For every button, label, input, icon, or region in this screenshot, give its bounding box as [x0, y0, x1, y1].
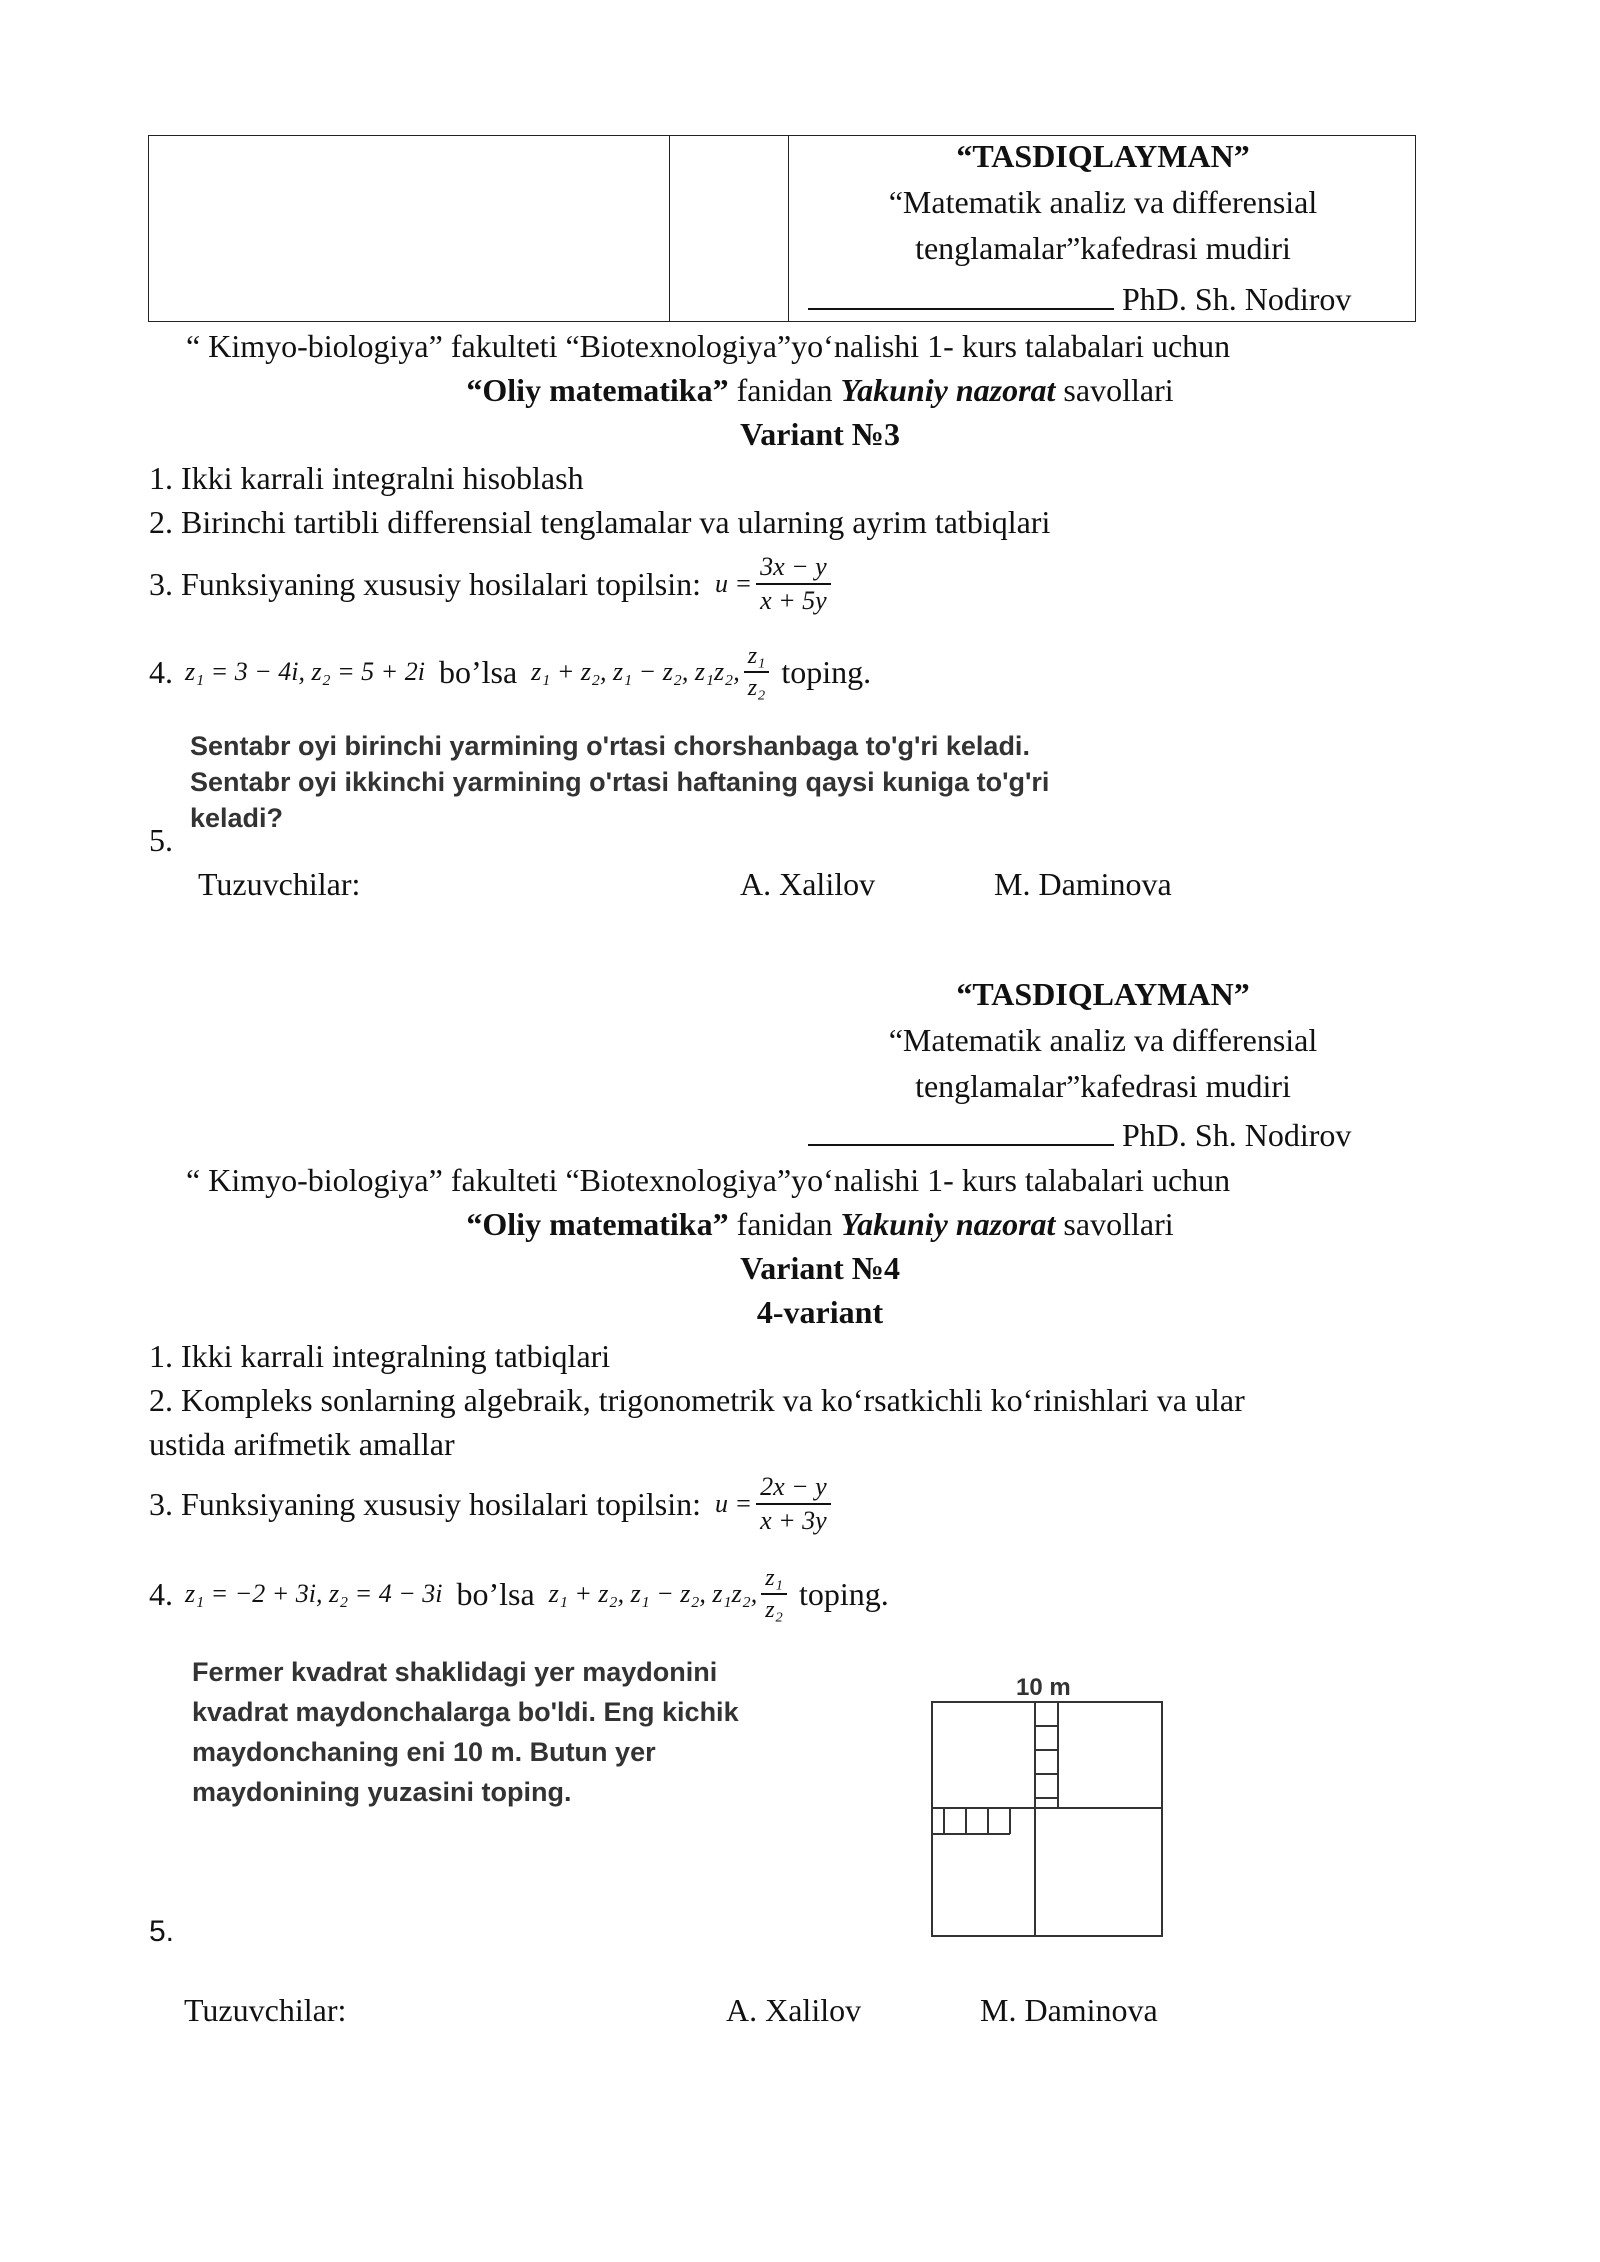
compiler-name: A. Xalilov — [740, 866, 876, 902]
question-2-cont: ustida arifmetik amallar — [149, 1426, 455, 1462]
approval-line: “Matematik analiz va differensial — [888, 1022, 1318, 1058]
compiler-name: A. Xalilov — [726, 1992, 862, 2028]
problem-image-text: maydonining yuzasini toping. — [192, 1777, 572, 1807]
square-field-figure — [930, 1700, 1166, 1940]
question-1: 1. Ikki karrali integralning tatbiqlari — [149, 1338, 611, 1374]
variant-title: Variant №3 — [740, 416, 900, 452]
approval-line: tenglamalar”kafedrasi mudiri — [915, 1068, 1291, 1104]
fraction: $\frac{3x - y}{x + 5y}$ — [756, 551, 831, 617]
faculty-line: “ Kimyo-biologiya” fakulteti “Biotexnologiya”yo‘nalishi 1- kurs talabalari uchun — [186, 1162, 1231, 1198]
problem-image-text: Sentabr oyi ikkinchi yarmining o'rtasi haftaning qaysi kuniga to'g'ri — [190, 767, 1050, 797]
fraction: $\frac{2x - y}{x + 3y}$ — [756, 1471, 831, 1537]
approval-cell-empty-1 — [149, 136, 670, 322]
problem-image-text: keladi? — [190, 803, 284, 833]
question-5-number: 5. — [149, 822, 173, 858]
question-5-number: 5. — [149, 1915, 175, 1948]
subject-line: “Oliy matematika” fanidan Yakuniy nazorat savollari — [466, 1206, 1174, 1242]
problem-image-text: maydonchaning eni 10 m. Butun yer — [192, 1737, 656, 1767]
question-2: 2. Birinchi tartibli differensial tenglamalar va ularning ayrim tatbiqlari — [149, 504, 1051, 540]
variant-subtitle: 4-variant — [756, 1294, 884, 1330]
fraction: $\frac{\text{z₁}}{\text{z₂}}$ — [761, 1563, 787, 1625]
question-3: 3. Funksiyaning xususiy hosilalari topilsin: u = $\frac{2x - y}{x + 3y}$ — [149, 1462, 835, 1546]
question-3: 3. Funksiyaning xususiy hosilalari topilsin: u = $\frac{3x - y}{x + 5y}$ — [149, 542, 835, 626]
compilers-label: Tuzuvchilar: — [198, 866, 361, 902]
compiler-name: M. Daminova — [994, 866, 1172, 902]
approval-title: “TASDIQLAYMAN” — [956, 976, 1250, 1012]
question-2: 2. Kompleks sonlarning algebraik, trigonometrik va ko‘rsatkichli ko‘rinishlari va ular — [149, 1382, 1245, 1418]
subject-line: “Oliy matematika” fanidan Yakuniy nazorat savollari — [466, 372, 1174, 408]
question-1: 1. Ikki karrali integralni hisoblash — [149, 460, 584, 496]
approval-line: “Matematik analiz va differensial — [888, 184, 1318, 220]
approval-signature-line — [808, 278, 1351, 319]
signature-blank — [808, 278, 1114, 310]
variant-title: Variant №4 — [740, 1250, 900, 1286]
compilers-label: Tuzuvchilar: — [184, 1992, 347, 2028]
problem-image-text: Sentabr oyi birinchi yarmining o'rtasi chorshanbaga to'g'ri keladi. — [190, 731, 1030, 761]
approval-signature-line — [808, 1114, 1351, 1155]
approval-signer: PhD. Sh. Nodirov — [1122, 281, 1352, 317]
problem-image-text: Fermer kvadrat shaklidagi yer maydonini — [192, 1657, 718, 1687]
approval-signer: PhD. Sh. Nodirov — [1122, 1117, 1352, 1153]
signature-blank — [808, 1114, 1114, 1146]
question-4: 4. z₁ = 3 − 4i, z₂ = 5 + 2i bo’lsa z₁ + z₂, z₁ − z₂, z₁z₂, $\frac{\text{z₁}}{\text{z₂}}$ toping. — [149, 643, 872, 701]
compiler-name: M. Daminova — [980, 1992, 1158, 2028]
fraction: $\frac{\text{z₁}}{\text{z₂}}$ — [744, 641, 770, 703]
figure-label: 10 m — [1016, 1674, 1071, 1701]
question-4: 4. z₁ = −2 + 3i, z₂ = 4 − 3i bo’lsa z₁ + z₂, z₁ − z₂, z₁z₂, $\frac{\text{z₁}}{\text{z₂}}$ toping. — [149, 1565, 889, 1623]
approval-title: “TASDIQLAYMAN” — [956, 138, 1250, 174]
faculty-line: “ Kimyo-biologiya” fakulteti “Biotexnologiya”yo‘nalishi 1- kurs talabalari uchun — [186, 328, 1231, 364]
approval-line: tenglamalar”kafedrasi mudiri — [915, 230, 1291, 266]
problem-image-text: kvadrat maydonchalarga bo'ldi. Eng kichik — [192, 1697, 739, 1727]
approval-cell-empty-2 — [670, 136, 789, 322]
